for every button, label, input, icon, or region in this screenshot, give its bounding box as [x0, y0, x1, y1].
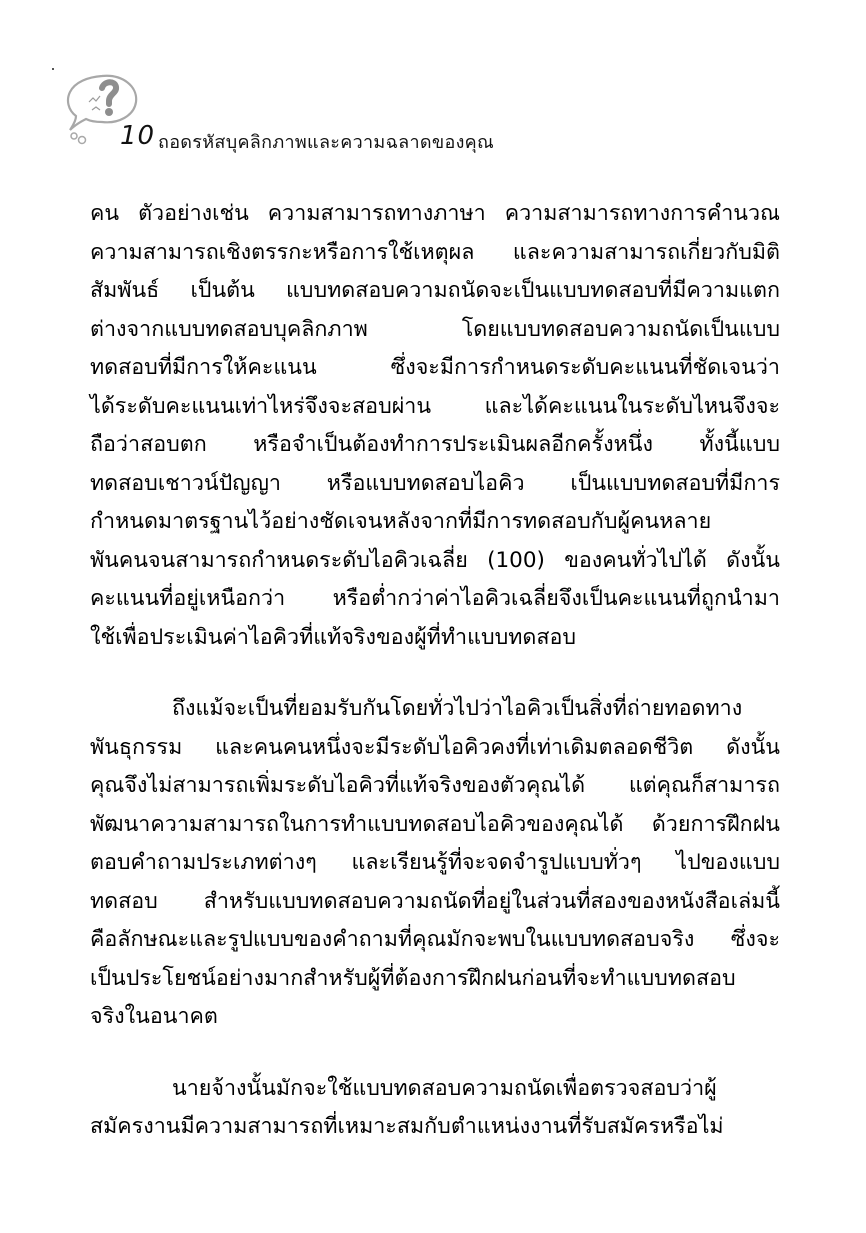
text-line: พัฒนาความสามารถในการทำแบบทดสอบไอคิวของคุณได้ ด้วยการฝึกฝน [90, 811, 780, 837]
text-line: กำหนดมาตรฐานไว้อย่างชัดเจนหลังจากที่มีการทดสอบกับผู้คนหลาย [90, 509, 712, 534]
text-line: ได้ระดับคะแนนเท่าไหร่จึงจะสอบผ่าน และได้คะแนนในระดับไหนจึงจะ [90, 393, 780, 419]
text-line: พันธุกรรม และคนคนหนึ่งจะมีระดับไอคิวคงที่เท่าเดิมตลอดชีวิต ดังนั้น [90, 734, 780, 760]
paragraph-2 [90, 690, 780, 1037]
text-line: ทดสอบเชาวน์ปัญญา หรือแบบทดสอบไอคิว เป็นแบบทดสอบที่มีการ [90, 470, 780, 496]
text-line: นายจ้างนั้นมักจะใช้แบบทดสอบความถนัดเพื่อตรวจสอบว่าผู้ [172, 1075, 717, 1101]
text-line: คน ตัวอย่างเช่น ความสามารถทางภาษา ความสามารถทางการคำนวณ [90, 201, 780, 226]
page-number: 10 [120, 121, 156, 151]
text-line: ใช้เพื่อประเมินค่าไอคิวที่แท้จริงของผู้ที่ทำแบบทดสอบ [90, 624, 577, 650]
text-line: สมัครงานมีความสามารถที่เหมาะสมกับตำแหน่งงานที่รับสมัครหรือไม่ [90, 1114, 724, 1139]
text-line: คือลักษณะและรูปแบบของคำถามที่คุณมักจะพบในแบบทดสอบจริง ซึ่งจะ [90, 927, 780, 952]
paragraph-1 [90, 195, 780, 657]
text-line: ความสามารถเชิงตรรกะหรือการใช้เหตุผล และความสามารถเกี่ยวกับมิติ [90, 239, 780, 265]
text-line: คุณจึงไม่สามารถเพิ่มระดับไอคิวที่แท้จริงของตัวคุณได้ แต่คุณก็สามารถ [90, 773, 780, 798]
page-header [62, 70, 562, 160]
running-title: ถอดรหัสบุคลิกภาพและความฉลาดของคุณ [158, 132, 495, 153]
text-line: ถือว่าสอบตก หรือจำเป็นต้องทำการประเมินผลอีกครั้งหนึ่ง ทั้งนี้แบบ [90, 432, 780, 457]
text-line: พันคนจนสามารถกำหนดระดับไอคิวเฉลี่ย (100) ของคนทั่วไปได้ ดังนั้น [90, 547, 780, 573]
text-line: ตอบคำถามประเภทต่างๆ และเรียนรู้ที่จะจดจำรูปแบบทั่วๆ ไปของแบบ [90, 850, 780, 875]
text-line: ถึงแม้จะเป็นที่ยอมรับกันโดยทั่วไปว่าไอคิวเป็นสิ่งที่ถ่ายทอดทาง [172, 696, 743, 721]
text-line: เป็นประโยชน์อย่างมากสำหรับผู้ที่ต้องการฝึกฝนก่อนที่จะทำแบบทดสอบ [90, 965, 736, 991]
scan-speck [52, 68, 54, 70]
text-line: ทดสอบ สำหรับแบบทดสอบความถนัดที่อยู่ในส่วนที่สองของหนังสือเล่มนี้ [90, 888, 780, 914]
text-line: คะแนนที่อยู่เหนือกว่า หรือต่ำกว่าค่าไอคิวเฉลี่ยจึงเป็นคะแนนที่ถูกนำมา [90, 586, 780, 611]
body-text [90, 195, 780, 1147]
paragraph-3 [90, 1070, 780, 1147]
text-line: ทดสอบที่มีการให้คะแนน ซึ่งจะมีการกำหนดระดับคะแนนที่ชัดเจนว่า [90, 355, 780, 380]
text-line: จริงในอนาคต [90, 1004, 218, 1029]
text-line: สัมพันธ์ เป็นต้น แบบทดสอบความถนัดจะเป็นแบบทดสอบที่มีความแตก [90, 278, 780, 303]
text-line: ต่างจากแบบทดสอบบุคลิกภาพ โดยแบบทดสอบความถนัดเป็นแบบ [90, 316, 780, 342]
